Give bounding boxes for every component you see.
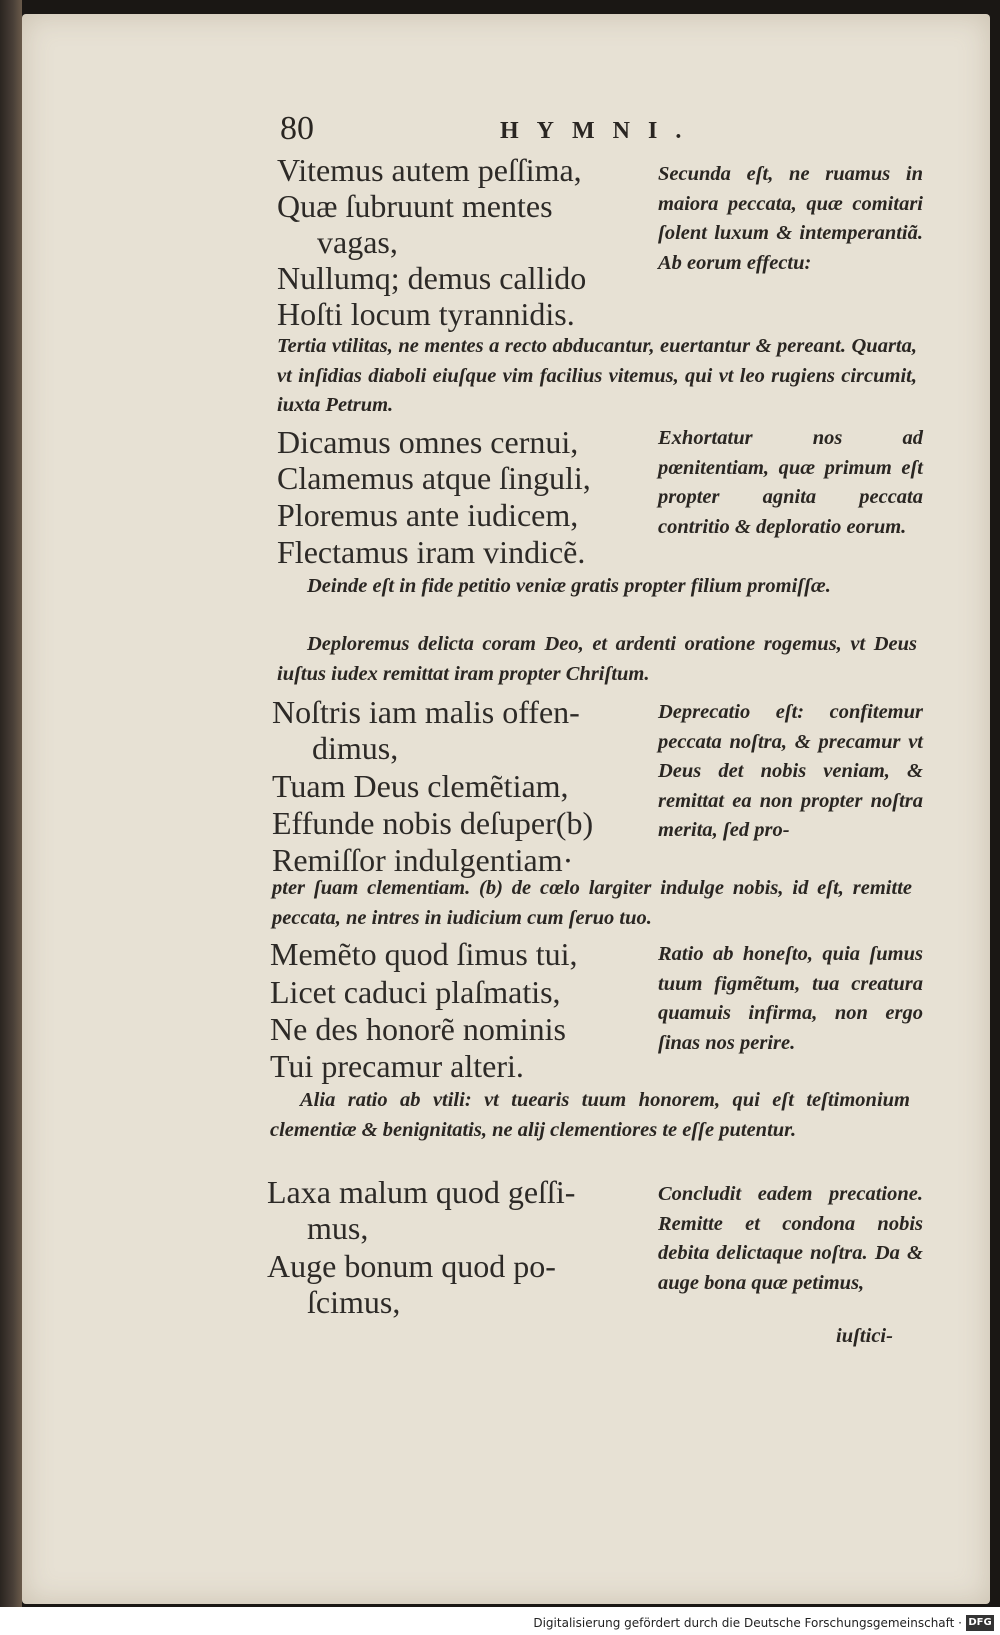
book-page xyxy=(22,14,990,1604)
verse-line: Nullumq; demus callido xyxy=(277,260,587,296)
verse-line: Flectamus iram vindicẽ. xyxy=(277,534,586,570)
verse-line: Tuam Deus clemẽtiam, xyxy=(272,768,569,804)
margin-note: Deprecatio eſt: confitemur peccata noſtra, & precamur vt Deus det nobis veniam, & remittat ea non propter noſtra merita, ſed pro- xyxy=(658,701,923,841)
commentary-note: Alia ratio ab vtili: vt tuearis tuum honorem, qui eſt teſtimonium clementiæ & benignitatis, ne alij clementiores te eſſe putentur. xyxy=(270,1089,910,1141)
margin-note: Concludit eadem precatione. Remitte et condona nobis debita delictaque noſtra. Da & auge bona quæ petimus, xyxy=(658,1183,923,1294)
verse-line: Tui precamur alteri. xyxy=(270,1048,524,1084)
dfg-logo-icon: DFG xyxy=(966,1615,994,1631)
verse-line: ſcimus, xyxy=(307,1284,401,1320)
verse-line: Laxa malum quod geſſi- xyxy=(267,1174,576,1210)
verse-line: Vitemus autem peſſima, xyxy=(277,152,582,188)
commentary-note: Deinde eſt in fide petitio veniæ gratis propter filium promiſſæ. xyxy=(307,575,831,597)
top-edge xyxy=(0,0,1000,14)
verse-line: Memẽto quod ſimus tui, xyxy=(270,936,578,972)
verse-line: Effunde nobis deſuper(b) xyxy=(272,805,594,841)
verse-line: mus, xyxy=(307,1210,369,1246)
book-spine xyxy=(0,0,22,1635)
verse-line: Ploremus ante iudicem, xyxy=(277,497,579,533)
verse-line: Quæ ſubruunt mentes xyxy=(277,188,553,224)
commentary-note: pter ſuam clementiam. (b) de cœlo largiter indulge nobis, id eſt, remitte peccata, ne intres in iudicium cum ſeruo tuo. xyxy=(272,877,912,929)
margin-note: Exhortatur nos ad pœnitentiam, quæ primum eſt propter agnita peccata contritio & deploratio eorum. xyxy=(658,427,923,538)
verse-line: Remiſſor indulgentiam· xyxy=(272,842,574,878)
verse-line: Hoſti locum tyrannidis. xyxy=(277,296,575,332)
footer-credit: Digitalisierung gefördert durch die Deutsche Forschungsgemeinschaft · xyxy=(533,1616,962,1630)
margin-note: Ratio ab honeſto, quia ſumus tuum figmẽtum, tua creatura quamuis infirma, non ergo ſinas nos perire. xyxy=(658,943,923,1054)
commentary-note: Tertia vtilitas, ne mentes a recto abducantur, euertantur & pereant. Quarta, vt inſidias diaboli eiuſque vim facilius vitemus, qui vt leo rugiens circumit, iuxta Petrum. xyxy=(277,335,917,416)
page-number: 80 xyxy=(280,110,314,147)
digitization-footer xyxy=(0,1607,1000,1635)
margin-note: Secunda eſt, ne ruamus in maiora peccata, quæ comitari ſolent luxum & intemperantiã. Ab eorum effectu: xyxy=(658,163,923,274)
verse-line: Noſtris iam malis offen- xyxy=(272,694,580,730)
verse-line: Ne des honorẽ nominis xyxy=(270,1011,566,1047)
verse-line: dimus, xyxy=(312,730,399,766)
verse-line: vagas, xyxy=(317,224,398,260)
verse-line: Clamemus atque ſinguli, xyxy=(277,460,591,496)
verse-line: Auge bonum quod po- xyxy=(267,1248,556,1284)
running-head: HYMNI. xyxy=(500,118,700,144)
catchword: iuſtici- xyxy=(836,1325,893,1347)
commentary-note: Deploremus delicta coram Deo, et ardenti oratione rogemus, vt Deus iuſtus iudex remittat iram propter Chriſtum. xyxy=(277,633,917,685)
verse-line: Dicamus omnes cernui, xyxy=(277,424,579,460)
verse-line: Licet caduci plaſmatis, xyxy=(270,974,561,1010)
